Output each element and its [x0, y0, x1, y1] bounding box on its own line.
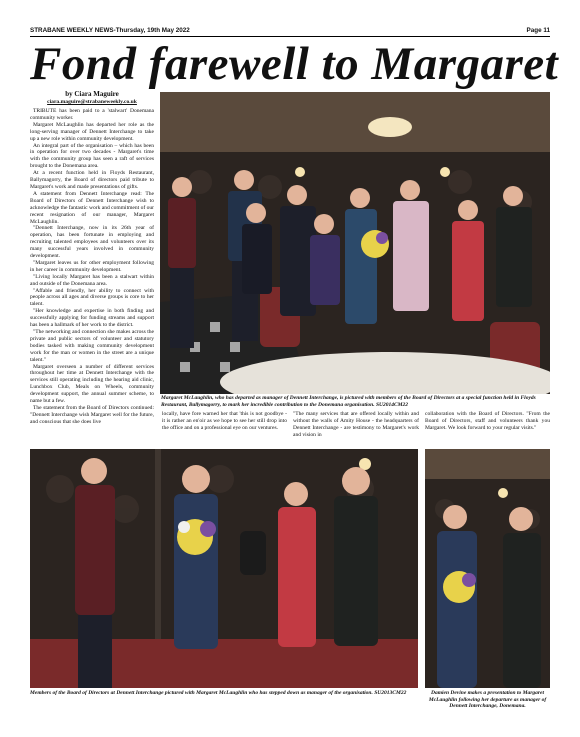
- page-number: Page 11: [526, 27, 550, 34]
- paragraph: The statement from the Board of Directors continued: "Dennett Interchange wish Margaret well for the future, and conscious that she does live: [30, 404, 154, 425]
- paragraph: A statement from Dennett Interchange read: The Board of Directors of Dennett Interchange wish to acknowledge the fantastic work and commitment of our recent resignation of our manager, Margaret McLaughlin.: [30, 190, 154, 225]
- byline: [30, 90, 154, 106]
- author-email[interactable]: ciara.maguire@strabaneweekly.co.uk: [47, 99, 137, 105]
- article-column-3: "The many services that are offered locally within and without the walls of Amity House - the headquarters of Dennett Interchange - are testimony to Margaret's work and vision in: [293, 411, 419, 438]
- paragraph: "Living locally Margaret has been a stalwart within and outside of the Donemana area.: [30, 273, 154, 287]
- bottom-right-caption: Damien Devine makes a presentation to Margaret McLaughlin following her departure as manager of Dennett Interchange, Donemana.: [428, 690, 547, 710]
- main-group-photo: [160, 92, 550, 394]
- paragraph: "Dennett Interchange, now in its 26th year of operation, has been fortunate in employing and recruiting talented employees and volunteers over its many successful years involved in community development.: [30, 225, 154, 260]
- article-column-1: [30, 108, 154, 444]
- paragraph: TRIBUTE has been paid to a 'stalwart' Donemana community worker.: [30, 108, 154, 121]
- paragraph: At a recent function held in Floyds Restaurant, Ballymagorry, the Board of directors paid tribute to Margaret's work and made presentations of gifts.: [30, 170, 154, 190]
- masthead-date: STRABANE WEEKLY NEWS-Thursday, 19th May 2022: [30, 27, 190, 34]
- paragraph: Margaret overseen a number of different services throughout her time at Dennett Interchange with the services still operating including the hearing aid clinic, Lunchbox Club, Meals on Wheels, community development support, the annual summer scheme, to name but a few.: [30, 363, 154, 405]
- bottom-right-photo: [425, 449, 550, 688]
- main-photo-caption: Margaret McLaughlin, who has departed as manager of Dennett Interchange, is pictured with members of the Board of Directors at a special function held in Floyds Restaurant, Ballymagorry, to mark her incredible contribution to the Donemana organisation. SU2014CM22: [161, 395, 536, 408]
- article-column-4: collaboration with the Board of Directors. "From the Board of Directors, staff and volunteers thank you Margaret. We look forward to your regular visits.": [425, 411, 550, 431]
- headline: Fond farewell to Margaret: [30, 38, 559, 90]
- paragraph: An integral part of the organisation – which has been in operation for over two decades - Margaret's time with the community group has seen a raft of services brought to the Donemana area.: [30, 142, 154, 170]
- paragraph: "Margaret leaves us for other employment following in her career in community development.: [30, 259, 154, 273]
- bottom-left-photo: [30, 449, 418, 688]
- masthead: [30, 27, 550, 37]
- author-name: by Ciara Maguire: [65, 90, 119, 98]
- article-column-2: locally, have fore warned her that 'this is not goodbye - it is rather an en'oir as we hope to see her still drop into the office and on a professional eye on our ventures.: [162, 411, 287, 431]
- paragraph: "Affable and friendly, her ability to connect with people across all ages and diverse groups is core to her talent.: [30, 287, 154, 308]
- paragraph: Margaret McLaughlin has departed her role as the long-serving manager of Dennett Interchange to take up a new role within community development.: [30, 121, 154, 142]
- bottom-left-caption: Members of the Board of Directors at Dennett Interchange pictured with Margaret McLaughlin who has stepped down as manager of the organisation. SU2013CM22: [30, 690, 407, 696]
- paragraph: "Her knowledge and expertise in both finding and successfully applying for funding streams and support has been a hallmark of her work to the district.: [30, 308, 154, 329]
- paragraph: "The networking and connection she makes across the private and public sectors of volunteer and statutory bodies tasked with making community development work for the man or women in the street are a unique talent.": [30, 329, 154, 363]
